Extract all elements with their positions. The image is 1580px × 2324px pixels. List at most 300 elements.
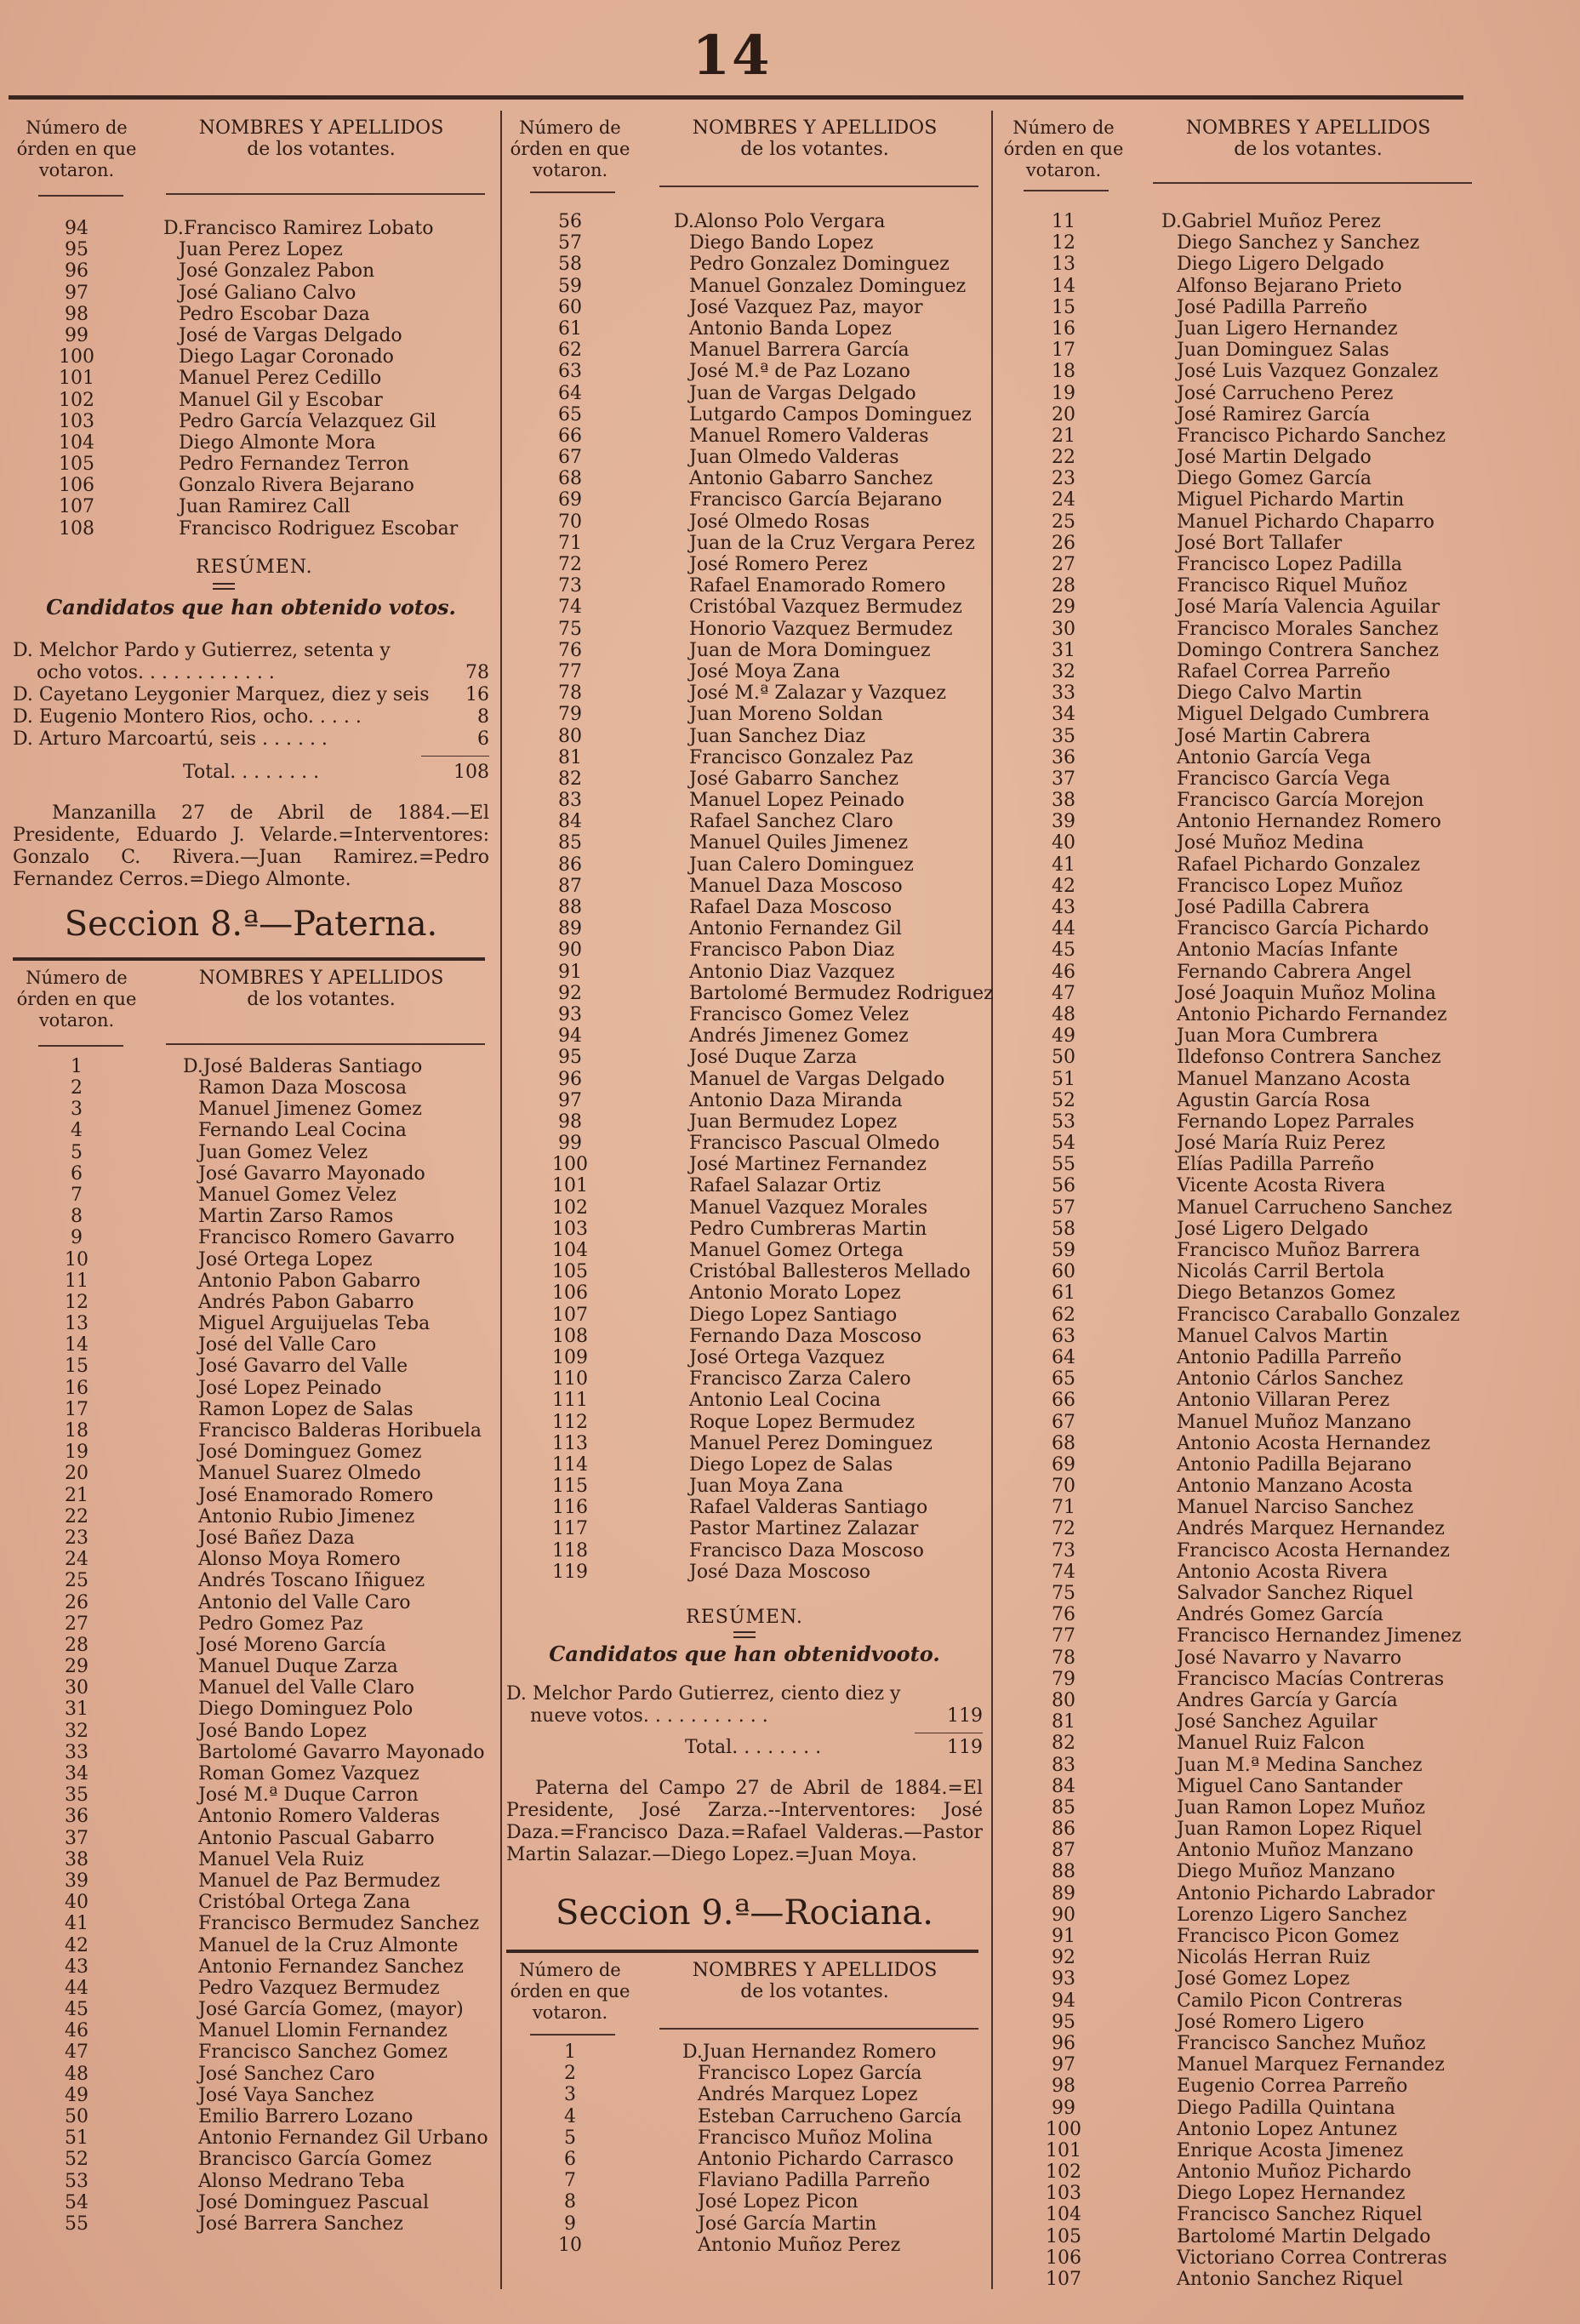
- column-1: [13, 111, 489, 2235]
- vote-order-number: 84: [558, 811, 582, 833]
- voter-name: Manuel Calvos Martin: [1177, 1325, 1389, 1347]
- vote-order-number: 6: [564, 2148, 576, 2170]
- vote-order-number: 43: [1052, 897, 1075, 918]
- vote-order-number: 71: [1052, 1497, 1075, 1519]
- list-item: [13, 411, 489, 432]
- list-item: [506, 854, 983, 876]
- list-item: [13, 2171, 489, 2192]
- header-names-line: de los votantes.: [740, 1981, 889, 2002]
- vote-order-number: 39: [65, 1870, 88, 1892]
- header-number-line: órden en que: [510, 139, 630, 159]
- list-item: [506, 254, 983, 275]
- list-item: [13, 1099, 489, 1120]
- voter-name: Antonio Muñoz Perez: [698, 2234, 901, 2256]
- vote-order-number: 107: [59, 496, 94, 518]
- vote-order-number: 18: [1052, 361, 1075, 383]
- list-item: [1000, 682, 1476, 704]
- list-item: [1000, 1733, 1476, 1754]
- voter-name: Francisco Daza Moscoso: [689, 1539, 924, 1562]
- list-item: [13, 1056, 489, 1077]
- vote-order-number: 9: [71, 1227, 83, 1249]
- voter-name: José Dominguez Gomez: [198, 1442, 422, 1464]
- vote-order-number: 58: [1052, 1218, 1075, 1240]
- tally-line: [13, 662, 489, 684]
- vote-order-number: 110: [552, 1368, 588, 1390]
- vote-order-number: 28: [1052, 575, 1075, 597]
- header-names: [153, 117, 489, 160]
- list-item: [1000, 1025, 1476, 1047]
- list-item: [1000, 1625, 1476, 1647]
- voter-name: Juan Mora Cumbrera: [1177, 1025, 1378, 1048]
- vote-order-number: 100: [1046, 2118, 1081, 2140]
- vote-order-number: 113: [552, 1432, 588, 1454]
- vote-order-number: 107: [1046, 2269, 1081, 2290]
- vote-order-number: 29: [1052, 597, 1075, 619]
- list-item: [13, 1870, 489, 1892]
- voter-name: Agustin García Rosa: [1177, 1089, 1371, 1111]
- vote-order-number: 48: [65, 2063, 88, 2085]
- list-item: [1000, 876, 1476, 897]
- vote-order-number: 94: [65, 218, 88, 239]
- vote-order-number: 46: [65, 2020, 88, 2042]
- vote-order-number: 41: [65, 1913, 88, 1935]
- list-item: [13, 1485, 489, 1506]
- list-item: [506, 2041, 983, 2063]
- voter-name: José Galiano Calvo: [179, 282, 356, 304]
- list-item: [1000, 1518, 1476, 1539]
- voter-name: Francisco Muñoz Molina: [698, 2127, 933, 2149]
- list-item: [1000, 811, 1476, 832]
- voter-name: José Bort Tallafer: [1177, 532, 1343, 554]
- list-item: [1000, 2012, 1476, 2033]
- list-item: [506, 425, 983, 447]
- vote-order-number: 79: [558, 704, 582, 726]
- vote-order-number: 40: [1052, 832, 1075, 854]
- header-number-line: órden en que: [1003, 139, 1124, 159]
- vote-order-number: 64: [558, 382, 582, 404]
- vote-order-number: 114: [552, 1453, 588, 1476]
- voter-list: [506, 2041, 983, 2256]
- vote-order-number: 74: [1052, 1561, 1075, 1583]
- voter-name: Manuel de Paz Bermudez: [198, 1870, 441, 1892]
- voter-name: Manuel Llomin Fernandez: [198, 2020, 448, 2042]
- vote-order-number: 25: [1052, 511, 1075, 533]
- vote-order-number: 26: [1052, 532, 1075, 554]
- vote-order-number: 69: [1052, 1453, 1075, 1476]
- list-item: [13, 1721, 489, 1742]
- vote-order-number: 92: [558, 982, 582, 1004]
- voter-name: D.Juan Hernandez Romero: [682, 2041, 937, 2063]
- tally-line: [13, 728, 489, 751]
- vote-order-number: 63: [558, 361, 582, 383]
- voter-name: Manuel de la Cruz Almonte: [198, 1934, 459, 1956]
- vote-order-number: 102: [552, 1196, 588, 1219]
- resumen-title: RESÚMEN.: [686, 1607, 803, 1628]
- vote-order-number: 17: [1052, 340, 1075, 362]
- list-item: [13, 1699, 489, 1720]
- voter-name: Flaviano Padilla Parreño: [698, 2170, 931, 2192]
- list-item: [1000, 1175, 1476, 1196]
- list-item: [1000, 2247, 1476, 2269]
- vote-order-number: 31: [65, 1699, 88, 1721]
- voter-name: Andrés Gomez García: [1177, 1604, 1383, 1626]
- voter-name: Camilo Picon Contreras: [1177, 1990, 1403, 2012]
- voter-name: Fernando Daza Moscoso: [689, 1325, 921, 1347]
- list-item: [1000, 1240, 1476, 1261]
- resumen-manzanilla: [13, 557, 489, 891]
- vote-order-number: 98: [558, 1111, 582, 1133]
- voter-name: Roman Gomez Vazquez: [198, 1763, 419, 1784]
- header-number: [1000, 117, 1127, 181]
- voter-name: Francisco Lopez Padilla: [1177, 554, 1403, 575]
- vote-order-number: 62: [558, 340, 582, 362]
- voter-name: Manuel Barrera García: [689, 340, 910, 362]
- voter-name: Antonio Gabarro Sanchez: [689, 468, 933, 490]
- voter-name: Enrique Acosta Jimenez: [1177, 2139, 1404, 2161]
- vote-order-number: 98: [65, 303, 88, 325]
- list-item: [506, 897, 983, 918]
- voter-name: José Bañez Daza: [198, 1527, 355, 1549]
- header-names-line: de los votantes.: [247, 139, 396, 160]
- voter-name: Antonio Villaran Perez: [1177, 1390, 1390, 1412]
- vote-order-number: 37: [1052, 768, 1075, 790]
- vote-order-number: 43: [65, 1956, 88, 1978]
- list-item: [1000, 1755, 1476, 1776]
- voter-name: Honorio Vazquez Bermudez: [689, 618, 953, 640]
- list-item: [506, 619, 983, 640]
- voter-name: Alonso Moya Romero: [198, 1549, 401, 1571]
- vote-order-number: 49: [1052, 1025, 1075, 1048]
- voter-name: José Gomez Lopez: [1177, 1968, 1350, 1990]
- tally-value: 16: [465, 683, 489, 705]
- list-item: [1000, 1540, 1476, 1562]
- voter-name: Nicolás Herran Ruiz: [1177, 1947, 1371, 1969]
- vote-order-number: 22: [1052, 447, 1075, 469]
- vote-order-number: 13: [1052, 254, 1075, 276]
- vote-order-number: 24: [1052, 489, 1075, 511]
- table-header: [506, 1953, 983, 2041]
- closing-paragraph: Paterna del Campo 27 de Abril de 1884.=El Presidente, José Zarza.--Interventores: José Daza.=Francisco Daza.=Rafael Valderas.—Pastor Martin Salazar.—Diego Lopez.=Juan Moya.: [506, 1778, 983, 1865]
- voter-name: Juan Moya Zana: [689, 1476, 844, 1498]
- list-item: [506, 768, 983, 790]
- voter-name: Juan Ramon Lopez Riquel: [1177, 1819, 1423, 1841]
- voter-name: Cristóbal Ortega Zana: [198, 1892, 411, 1914]
- list-item: [13, 1613, 489, 1635]
- list-item: [1000, 1047, 1476, 1068]
- vote-order-number: 20: [1052, 403, 1075, 425]
- list-item: [13, 1763, 489, 1784]
- voter-name: José Martin Cabrera: [1177, 725, 1371, 747]
- header-names-line: NOMBRES Y APELLIDOS: [692, 1960, 938, 1981]
- vote-order-number: 90: [558, 939, 582, 962]
- list-item: [506, 597, 983, 618]
- vote-order-number: 47: [1052, 982, 1075, 1004]
- voter-name: Antonio Fernandez Sanchez: [198, 1956, 464, 1978]
- voter-name: Juan Ramon Lopez Muñoz: [1177, 1796, 1425, 1819]
- list-item: [1000, 1883, 1476, 1904]
- vote-order-number: 85: [558, 832, 582, 854]
- list-item: [506, 1069, 983, 1090]
- list-item: [506, 2213, 983, 2235]
- top-rule: [9, 95, 1463, 100]
- vote-order-number: 73: [558, 575, 582, 597]
- list-item: [1000, 939, 1476, 961]
- list-item: [13, 1463, 489, 1484]
- vote-order-number: 46: [1052, 961, 1075, 983]
- voter-name: Antonio Manzano Acosta: [1177, 1476, 1413, 1498]
- voter-name: Rafael Correa Parreño: [1177, 660, 1391, 682]
- voter-name: Antonio Fernandez Gil: [689, 918, 902, 940]
- voter-name: Francisco García Pichardo: [1177, 918, 1429, 940]
- tally-text: D. Melchor Pardo Gutierrez, ciento diez y: [506, 1683, 901, 1704]
- list-item: [506, 1454, 983, 1476]
- header-names-line: NOMBRES Y APELLIDOS: [198, 117, 444, 139]
- voter-name: Pedro Gonzalez Dominguez: [689, 254, 950, 276]
- list-item: [13, 1956, 489, 1978]
- voter-name: Diego Padilla Quintana: [1177, 2097, 1395, 2119]
- list-item: [1000, 2076, 1476, 2097]
- voter-name: Rafael Enamorado Romero: [689, 575, 946, 597]
- voter-name: D.Gabriel Muñoz Perez: [1161, 211, 1381, 232]
- list-item: [1000, 1476, 1476, 1497]
- voter-name: Juan Olmedo Valderas: [689, 447, 899, 469]
- list-item: [506, 554, 983, 575]
- vote-order-number: 28: [65, 1634, 88, 1656]
- list-item: [13, 496, 489, 517]
- list-item: [1000, 1282, 1476, 1304]
- vote-order-number: 53: [65, 2170, 88, 2192]
- voter-name: Manuel Perez Cedillo: [179, 368, 382, 390]
- voter-name: Diego Gomez García: [1177, 468, 1372, 490]
- voter-name: Antonio Pichardo Labrador: [1177, 1882, 1435, 1904]
- vote-order-number: 35: [1052, 725, 1075, 747]
- list-item: [13, 1999, 489, 2020]
- list-item: [506, 447, 983, 468]
- list-item: [506, 511, 983, 533]
- vote-order-number: 26: [65, 1591, 88, 1613]
- list-item: [13, 1849, 489, 1870]
- vote-order-number: 90: [1052, 1904, 1075, 1926]
- list-item: [506, 962, 983, 983]
- voter-name: Juan Perez Lopez: [179, 239, 343, 261]
- voter-name: José Gavarro Mayonado: [198, 1162, 425, 1185]
- vote-order-number: 95: [65, 239, 88, 261]
- voter-name: Francisco Bermudez Sanchez: [198, 1913, 480, 1935]
- list-item: [506, 2127, 983, 2149]
- list-item: [1000, 211, 1476, 232]
- voter-name: José Sanchez Aguilar: [1177, 1711, 1378, 1733]
- voter-name: Ramon Daza Moscosa: [198, 1077, 407, 1099]
- voter-name: Francisco García Bejarano: [689, 489, 943, 511]
- tally-text: D. Melchor Pardo y Gutierrez, setenta y: [13, 639, 391, 661]
- voter-name: Diego Bando Lopez: [689, 232, 874, 254]
- voter-name: Diego Betanzos Gomez: [1177, 1282, 1395, 1305]
- candidates-heading: Candidatos que han obtenidvooto.: [549, 1642, 940, 1666]
- vote-order-number: 75: [558, 618, 582, 640]
- list-item: [506, 404, 983, 425]
- header-names-line: NOMBRES Y APELLIDOS: [198, 967, 444, 989]
- voter-name: Manuel del Valle Claro: [198, 1677, 414, 1699]
- total-value: 119: [947, 1737, 983, 1758]
- vote-order-number: 74: [558, 597, 582, 619]
- list-item: [13, 260, 489, 282]
- vote-order-number: 7: [71, 1184, 83, 1206]
- vote-order-number: 14: [1052, 275, 1075, 297]
- voter-name: Antonio Cárlos Sanchez: [1177, 1368, 1404, 1390]
- vote-order-number: 27: [1052, 554, 1075, 575]
- voter-name: José Ligero Delgado: [1177, 1218, 1369, 1240]
- voter-name: Pedro Fernandez Terron: [179, 454, 409, 476]
- list-item: [13, 1270, 489, 1292]
- list-item: [1000, 918, 1476, 939]
- vote-order-number: 103: [1046, 2183, 1081, 2205]
- vote-order-number: 33: [1052, 682, 1075, 705]
- list-item: [506, 726, 983, 747]
- vote-order-number: 56: [1052, 1175, 1075, 1197]
- vote-order-number: 93: [558, 1003, 582, 1025]
- voter-name: Francisco Morales Sanchez: [1177, 618, 1439, 640]
- vote-order-number: 119: [552, 1561, 588, 1583]
- vote-order-number: 104: [552, 1240, 588, 1261]
- voter-name: José Romero Ligero: [1177, 2011, 1365, 2033]
- header-names-line: de los votantes.: [740, 139, 889, 160]
- voter-name: Diego Almonte Mora: [179, 431, 376, 454]
- vote-order-number: 42: [1052, 875, 1075, 897]
- vote-order-number: 81: [558, 746, 582, 768]
- vote-order-number: 19: [1052, 382, 1075, 404]
- voter-name: Andrés Jimenez Gomez: [689, 1025, 909, 1048]
- list-item: [13, 1227, 489, 1248]
- vote-order-number: 57: [558, 232, 582, 254]
- vote-order-number: 5: [564, 2127, 576, 2149]
- list-item: [506, 276, 983, 297]
- table-header: [1000, 111, 1476, 211]
- list-item: [13, 2127, 489, 2149]
- voter-name: Manuel Ruiz Falcon: [1177, 1733, 1366, 1755]
- list-item: [506, 2084, 983, 2105]
- vote-order-number: 117: [552, 1518, 588, 1540]
- header-names-line: de los votantes.: [1234, 139, 1383, 160]
- voter-name: Antonio Muñoz Pichardo: [1177, 2161, 1412, 2184]
- voter-name: Salvador Sanchez Riquel: [1177, 1583, 1413, 1604]
- voter-name: José Padilla Cabrera: [1177, 897, 1370, 918]
- vote-order-number: 69: [558, 489, 582, 511]
- voter-name: Andres García y García: [1177, 1689, 1398, 1711]
- list-item: [13, 1378, 489, 1399]
- list-item: [506, 361, 983, 382]
- vote-order-number: 85: [1052, 1796, 1075, 1819]
- voter-name: Antonio García Vega: [1177, 746, 1372, 768]
- closing-paragraph: Manzanilla 27 de Abril de 1884.—El Presidente, Eduardo J. Velarde.=Interventores: Gonzalo C. Rivera.—Juan Ramirez.=Pedro Fernandez Cerros.=Diego Almonte.: [13, 802, 489, 890]
- vote-order-number: 62: [1052, 1304, 1075, 1326]
- vote-order-number: 83: [558, 790, 582, 812]
- voter-name: Alonso Medrano Teba: [198, 2170, 405, 2192]
- vote-order-number: 107: [552, 1304, 588, 1326]
- list-item: [13, 475, 489, 496]
- list-item: [13, 368, 489, 389]
- vote-order-number: 61: [1052, 1282, 1075, 1305]
- list-item: [1000, 1947, 1476, 1968]
- vote-order-number: 78: [1052, 1647, 1075, 1669]
- vote-order-number: 12: [1052, 232, 1075, 254]
- voter-name: José Gabarro Sanchez: [689, 768, 898, 790]
- list-item: [1000, 768, 1476, 790]
- voter-name: D.José Balderas Santiago: [183, 1055, 423, 1077]
- vote-order-number: 82: [558, 768, 582, 790]
- list-item: [1000, 1968, 1476, 1990]
- vote-order-number: 23: [1052, 468, 1075, 490]
- vote-order-number: 24: [65, 1549, 88, 1571]
- list-item: [1000, 1412, 1476, 1433]
- list-item: [1000, 661, 1476, 682]
- vote-order-number: 9: [564, 2213, 576, 2235]
- vote-order-number: 39: [1052, 811, 1075, 833]
- list-item: [13, 1420, 489, 1442]
- resumen-title: RESÚMEN.: [196, 556, 313, 578]
- header-number: [506, 117, 634, 181]
- table-header: [506, 111, 983, 211]
- list-item: [1000, 2119, 1476, 2140]
- list-item: [1000, 897, 1476, 918]
- voter-name: Juan Moreno Soldan: [689, 704, 883, 726]
- vote-order-number: 104: [1046, 2204, 1081, 2226]
- list-item: [506, 1004, 983, 1025]
- column-divider: [991, 111, 993, 2289]
- voter-name: Juan Gomez Velez: [198, 1141, 368, 1163]
- vote-order-number: 22: [65, 1505, 88, 1527]
- voter-name: Manuel Gonzalez Dominguez: [689, 275, 967, 297]
- list-item: [1000, 2226, 1476, 2247]
- vote-order-number: 81: [1052, 1711, 1075, 1733]
- voter-name: Manuel Lopez Peinado: [689, 790, 905, 812]
- vote-order-number: 72: [558, 554, 582, 575]
- voter-name: José Vaya Sanchez: [198, 2084, 374, 2106]
- list-item: [506, 1433, 983, 1454]
- header-number-line: Número de: [1012, 117, 1115, 138]
- voter-name: Francisco García Vega: [1177, 768, 1391, 790]
- list-item: [13, 346, 489, 368]
- vote-order-number: 50: [1052, 1047, 1075, 1069]
- voter-name: Antonio Sanchez Riquel: [1177, 2269, 1403, 2290]
- list-item: [13, 1356, 489, 1377]
- vote-order-number: 38: [1052, 790, 1075, 812]
- header-number-line: Número de: [26, 967, 128, 988]
- vote-order-number: 5: [71, 1141, 83, 1163]
- voter-name: José Enamorado Romero: [198, 1484, 434, 1506]
- list-item: [1000, 1090, 1476, 1111]
- voter-name: Antonio Romero Valderas: [198, 1806, 441, 1828]
- vote-order-number: 77: [1052, 1625, 1075, 1647]
- voter-name: Antonio Pichardo Fernandez: [1177, 1003, 1447, 1025]
- voter-name: José Bando Lopez: [198, 1720, 367, 1742]
- vote-order-number: 56: [558, 211, 582, 232]
- vote-order-number: 21: [65, 1484, 88, 1506]
- vote-order-number: 98: [1052, 2076, 1075, 2098]
- vote-order-number: 45: [1052, 939, 1075, 962]
- list-item: [506, 489, 983, 511]
- list-item: [1000, 1861, 1476, 1882]
- vote-order-number: 101: [552, 1175, 588, 1197]
- list-item: [506, 383, 983, 404]
- vote-order-number: 54: [1052, 1133, 1075, 1155]
- vote-order-number: 102: [59, 389, 94, 411]
- list-item: [506, 918, 983, 939]
- voter-name: Rafael Salazar Ortiz: [689, 1175, 881, 1197]
- list-item: [506, 318, 983, 340]
- voter-name: Manuel Marquez Fernandez: [1177, 2054, 1445, 2076]
- vote-tally: [506, 1683, 983, 1727]
- vote-order-number: 101: [59, 368, 94, 390]
